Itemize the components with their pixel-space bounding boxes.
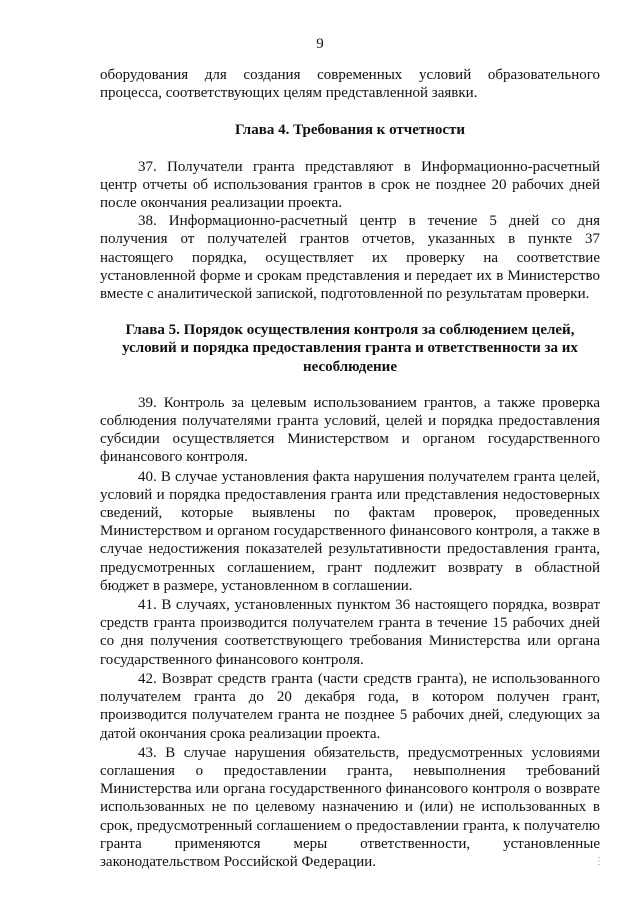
chapter-4-heading: Глава 4. Требования к отчетности [234,122,466,139]
paragraph-41: 41. В случаях, установленных пунктом 36 настоящего порядка, возврат средств гранта производится получателем гранта в течение 15 рабочих дней со дня получения соответствующего требования Министерства или органа государственного финансового контроля. [100,597,600,668]
paragraph-40: 40. В случае установления факта нарушения получателем гранта целей, условий и порядка предоставления гранта или представления недостоверных сведений, которые выявлены по фактам проверок, проведенных Министерством и органом государственного финансового контроля, а также в случае недостижения показателей результативности предоставления гранта, предусмотренных соглашением, грант подлежит возврату в областной бюджет в размере, установленном в соглашении. [100,468,600,594]
document-body [100,66,600,871]
paragraph-37: 37. Получатели гранта представляют в Информационно-расчетный центр отчеты об использования грантов в срок не позднее 20 рабочих дней после окончания реализации проекта. [100,158,600,212]
paragraph-38: 38. Информационно-расчетный центр в течение 5 дней со дня получения от получателей грантов отчетов, указанных в пункте 37 настоящего порядка, осуществляет их проверку на соответствие установленной форме и срокам представления и передает их в Министерство вместе с аналитической запиской, подготовленной по результатам проверки. [100,213,600,303]
paragraph-43: 43. В случае нарушения обязательств, предусмотренных условиями соглашения о предоставлении гранта, невыполнения требований Министерства или органа государственного финансового контроля о возврате использованных не по целевому назначению и (или) не использованных в срок, предусмотренный соглашением о предоставлении гранта, к получателю гранта применяются меры ответственности, установленные законодательством Российской Федерации. [100,744,600,870]
margin-mark: ⋮ [594,856,604,867]
page-number: 9 [316,36,324,52]
paragraph-42: 42. Возврат средств гранта (части средств гранта), не использованного получателем гранта до 20 декабря года, в котором получен грант, производится получателем гранта не позднее 5 рабочих дней, следующих за датой окончания срока реализации проекта. [100,670,600,742]
intro-paragraph: оборудования для создания современных условий образовательного процесса, соответствующих целям представленной заявки. [100,67,600,102]
chapter-5-heading: Глава 5. Порядок осуществления контроля за соблюдением целей, условий и порядка предоставления гранта и ответственности за их несоблюдение [122,322,578,375]
paragraph-39: 39. Контроль за целевым использованием грантов, а также проверка соблюдения получателями гранта условий, целей и порядка предоставления субсидии осуществляется Министерством и органом государственного финансового контроля. [100,394,600,466]
